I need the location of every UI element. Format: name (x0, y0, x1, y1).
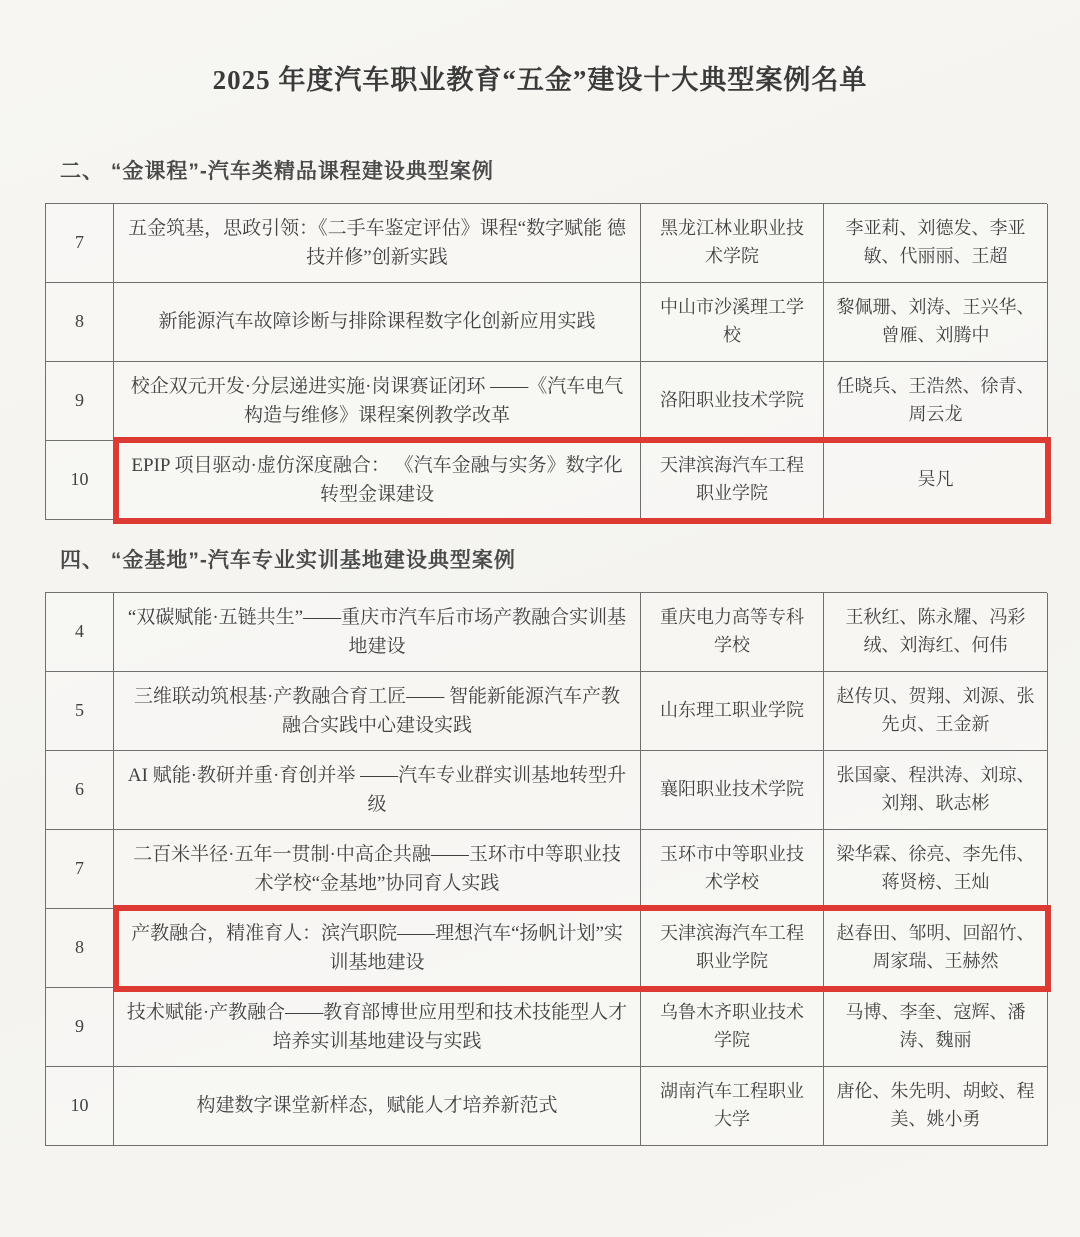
authors-cell: 任晓兵、王浩然、徐青、周云龙 (824, 362, 1048, 441)
school-cell: 天津滨海汽车工程职业学院 (641, 909, 824, 988)
table-row (46, 672, 1047, 751)
table-row (46, 909, 1047, 988)
table-row (46, 441, 1047, 520)
school-cell: 天津滨海汽车工程职业学院 (641, 441, 824, 520)
case-name-cell: 技术赋能·产教融合——教育部博世应用型和技术技能型人才培养实训基地建设与实践 (114, 988, 641, 1067)
section-heading: 四、 “金基地”-汽车专业实训基地建设典型案例 (60, 549, 516, 572)
authors-cell: 黎佩珊、刘涛、王兴华、曾雁、刘腾中 (824, 283, 1048, 362)
case-name-cell: 构建数字课堂新样态，赋能人才培养新范式 (114, 1067, 641, 1146)
case-name-cell: EPIP 项目驱动·虚仿深度融合： 《汽车金融与实务》数字化转型金课建设 (114, 441, 641, 520)
school-cell: 襄阳职业技术学院 (641, 751, 824, 830)
row-number-cell: 10 (46, 441, 114, 520)
section-gold-course (0, 155, 1080, 520)
school-cell: 中山市沙溪理工学校 (641, 283, 824, 362)
table-row (46, 751, 1047, 830)
authors-cell: 马博、李奎、寇辉、潘涛、魏丽 (824, 988, 1048, 1067)
table-row (46, 204, 1047, 283)
section-gold-base (0, 544, 1080, 1146)
row-number-cell: 8 (46, 909, 114, 988)
authors-cell: 赵春田、邹明、回韶竹、周家瑞、王赫然 (824, 909, 1048, 988)
school-cell: 洛阳职业技术学院 (641, 362, 824, 441)
row-number-cell: 9 (46, 362, 114, 441)
case-name-cell: 五金筑基，思政引领：《二手车鉴定评估》课程“数字赋能 德技并修”创新实践 (114, 204, 641, 283)
case-name-cell: 产教融合，精准育人：滨汽职院——理想汽车“扬帆计划”实训基地建设 (114, 909, 641, 988)
case-name-cell: “双碳赋能·五链共生”——重庆市汽车后市场产教融合实训基地建设 (114, 593, 641, 672)
authors-cell: 张国豪、程洪涛、刘琼、刘翔、耿志彬 (824, 751, 1048, 830)
school-cell: 山东理工职业学院 (641, 672, 824, 751)
authors-cell: 唐伦、朱先明、胡蛟、程美、姚小勇 (824, 1067, 1048, 1146)
case-name-cell: AI 赋能·教研并重·育创并举 ——汽车专业群实训基地转型升级 (114, 751, 641, 830)
school-cell: 湖南汽车工程职业大学 (641, 1067, 824, 1146)
case-name-cell: 二百米半径·五年一贯制·中高企共融——玉环市中等职业技术学校“金基地”协同育人实践 (114, 830, 641, 909)
case-name-cell: 三维联动筑根基·产教融合育工匠—— 智能新能源汽车产教融合实践中心建设实践 (114, 672, 641, 751)
school-cell: 乌鲁木齐职业技术学院 (641, 988, 824, 1067)
table-row (46, 283, 1047, 362)
row-number-cell: 4 (46, 593, 114, 672)
school-cell: 重庆电力高等专科学校 (641, 593, 824, 672)
section-heading: 二、 “金课程”-汽车类精品课程建设典型案例 (60, 160, 494, 183)
row-number-cell: 7 (46, 204, 114, 283)
row-number-cell: 10 (46, 1067, 114, 1146)
table-row (46, 830, 1047, 909)
table-row (46, 988, 1047, 1067)
document-title: 2025 年度汽车职业教育“五金”建设十大典型案例名单 (212, 65, 868, 95)
authors-cell: 赵传贝、贺翔、刘源、张先贞、王金新 (824, 672, 1048, 751)
cases-table (45, 203, 1047, 520)
row-number-cell: 6 (46, 751, 114, 830)
cases-table (45, 592, 1047, 1146)
row-number-cell: 8 (46, 283, 114, 362)
school-cell: 黑龙江林业职业技术学院 (641, 204, 824, 283)
table-row (46, 593, 1047, 672)
table-row (46, 1067, 1047, 1146)
case-name-cell: 新能源汽车故障诊断与排除课程数字化创新应用实践 (114, 283, 641, 362)
table-row (46, 362, 1047, 441)
row-number-cell: 7 (46, 830, 114, 909)
school-cell: 玉环市中等职业技术学校 (641, 830, 824, 909)
row-number-cell: 5 (46, 672, 114, 751)
authors-cell: 吴凡 (824, 441, 1048, 520)
authors-cell: 王秋红、陈永耀、冯彩绒、刘海红、何伟 (824, 593, 1048, 672)
row-number-cell: 9 (46, 988, 114, 1067)
authors-cell: 李亚莉、刘德发、李亚敏、代丽丽、王超 (824, 204, 1048, 283)
case-name-cell: 校企双元开发·分层递进实施·岗课赛证闭环 ——《汽车电气构造与维修》课程案例教学改革 (114, 362, 641, 441)
authors-cell: 梁华霖、徐亮、李先伟、蒋贤榜、王灿 (824, 830, 1048, 909)
